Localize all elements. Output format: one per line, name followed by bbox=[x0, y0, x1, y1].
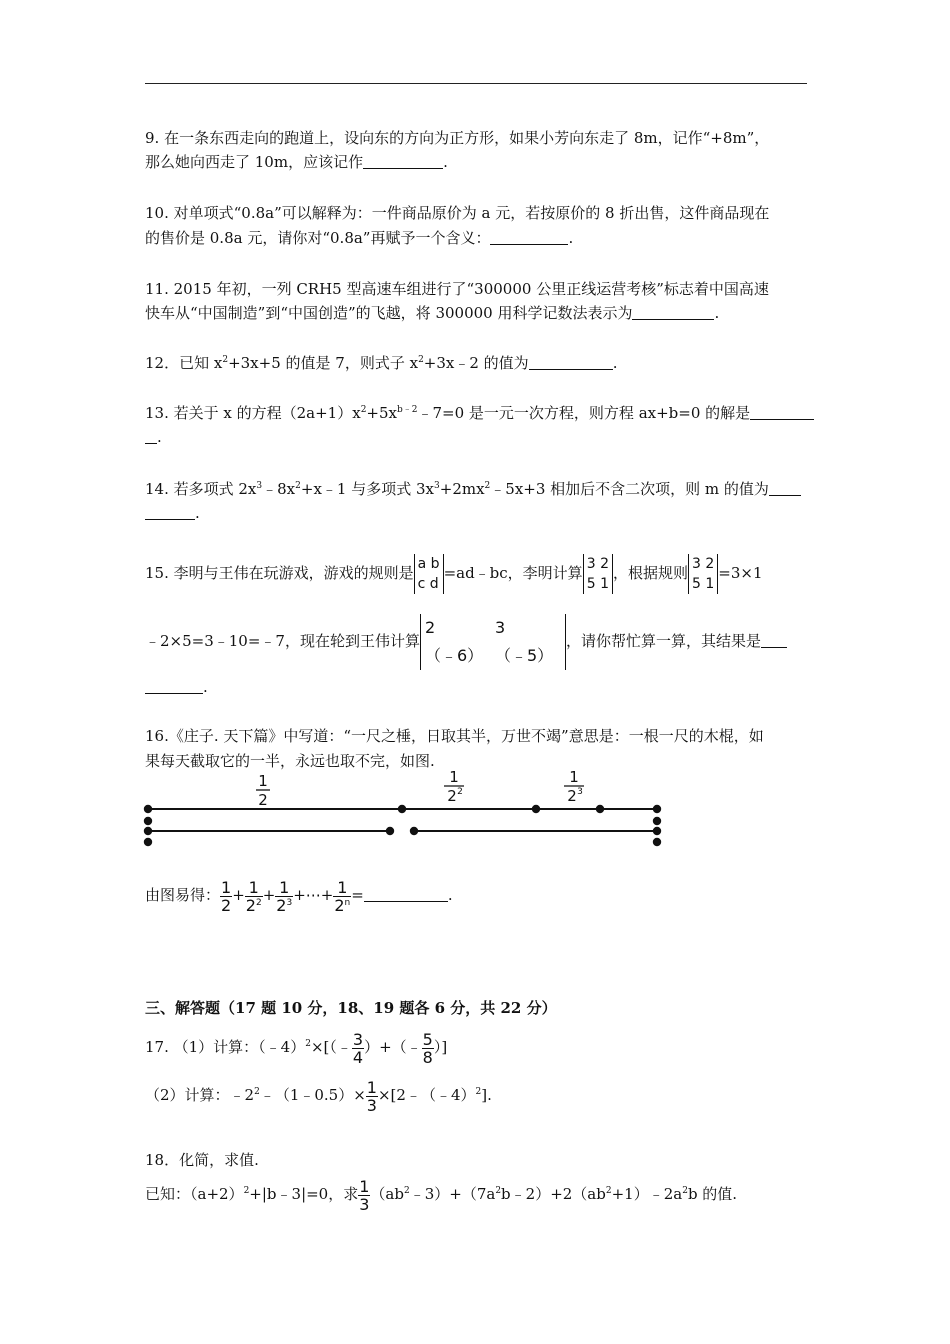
num: 1 bbox=[248, 877, 259, 897]
den-exp: n bbox=[344, 897, 351, 908]
det4-11: 2 bbox=[424, 618, 436, 637]
q13-end: . bbox=[157, 428, 162, 446]
q12-sup-2: 2 bbox=[418, 355, 424, 365]
det3-12: 2 bbox=[705, 556, 715, 572]
det-d: d bbox=[429, 576, 439, 592]
point bbox=[654, 818, 660, 824]
q17-frac-3-4 bbox=[352, 1031, 364, 1066]
plus: + bbox=[232, 886, 245, 904]
point bbox=[654, 806, 660, 812]
point bbox=[654, 828, 660, 834]
q17-p1-b: ×[（﹣ bbox=[310, 1038, 352, 1056]
q18-sup-3: 2 bbox=[495, 1186, 502, 1196]
q17-frac-1-3 bbox=[366, 1079, 378, 1114]
den-exp: 3 bbox=[286, 897, 293, 908]
label-quarter-den: 2 bbox=[447, 787, 457, 805]
q14-text-e: ﹣5x+3 相加后不含二次项，则 m 的值为 bbox=[490, 480, 769, 498]
q10-text: 的售价是 0.8a 元，请你对“0.8a”再赋予一个含义： bbox=[145, 229, 491, 247]
q15-line3 bbox=[145, 677, 208, 697]
den-base: 2 bbox=[221, 895, 232, 915]
q13-sup-1: 2 bbox=[360, 405, 367, 415]
q15-text-e: ﹣2×5=3﹣10=﹣7，现在轮到王伟计算 bbox=[145, 632, 420, 650]
q18-b: +|b﹣3|=0，求 bbox=[249, 1185, 359, 1203]
q17-p1-d: ）] bbox=[433, 1038, 448, 1056]
point bbox=[145, 806, 151, 812]
q12-end: . bbox=[612, 354, 618, 372]
q12-sup-1: 2 bbox=[222, 355, 229, 365]
q15-text-f: ，请你帮忙算一算，其结果是 bbox=[565, 632, 761, 650]
q15-text-c: ，根据规则 bbox=[612, 564, 688, 582]
point bbox=[145, 839, 151, 845]
point bbox=[145, 828, 151, 834]
q16-result-prefix: 由图易得： bbox=[145, 886, 221, 904]
q18-sup-4: 2 bbox=[605, 1186, 612, 1196]
num: 5 bbox=[422, 1029, 433, 1049]
q15-end: . bbox=[203, 678, 208, 696]
q17-p2-a: （2）计算：﹣2 bbox=[145, 1086, 255, 1104]
q14-line2 bbox=[145, 503, 200, 523]
den: 4 bbox=[352, 1047, 364, 1067]
det-b: b bbox=[430, 556, 440, 572]
q18-c: （ab bbox=[370, 1185, 404, 1203]
stick-halving-figure bbox=[140, 765, 670, 855]
num: 1 bbox=[359, 1176, 370, 1196]
q15-text-d: =3×1 bbox=[718, 564, 763, 582]
q10-answer-blank bbox=[490, 229, 568, 245]
q11-answer-blank bbox=[632, 304, 714, 320]
q18-sup-2: 2 bbox=[403, 1186, 410, 1196]
header-rule bbox=[145, 83, 807, 84]
section-3-title: 三、解答题（17 题 10 分，18、19 题各 6 分，共 22 分） bbox=[145, 999, 557, 1017]
q15-line1 bbox=[145, 551, 763, 595]
q16-result-line bbox=[145, 872, 453, 918]
q15-determinant-abcd bbox=[414, 554, 444, 594]
q15-answer-blank-1 bbox=[761, 632, 787, 648]
q18-line1: 18．化简，求值. bbox=[145, 1151, 259, 1169]
q13-text-c: ﹣7=0 是一元一次方程，则方程 ax+b=0 的解是 bbox=[417, 404, 751, 422]
den: 3 bbox=[366, 1095, 377, 1115]
q13-answer-blank-2 bbox=[145, 428, 157, 444]
q18-h: b 的值. bbox=[687, 1185, 738, 1203]
q9-end: . bbox=[443, 153, 448, 171]
label-half-den: 2 bbox=[258, 791, 268, 809]
q14-answer-blank-1 bbox=[769, 480, 801, 496]
q17-p1-c: ）+（﹣ bbox=[364, 1038, 422, 1056]
det-c: c bbox=[417, 576, 426, 592]
q17-p2-sup: 2 bbox=[254, 1087, 260, 1097]
label-eighth-den: 2 bbox=[567, 787, 577, 805]
q18-d: ﹣3）+（7a bbox=[409, 1185, 496, 1203]
q14-text-a: 14. 若多项式 2x bbox=[145, 480, 257, 498]
q15-determinant-3251-repeat bbox=[688, 554, 718, 594]
q18-g: +1）﹣2a bbox=[611, 1185, 683, 1203]
point bbox=[597, 806, 603, 812]
q13-line1 bbox=[145, 403, 814, 423]
q18-a: 已知：（a+2） bbox=[145, 1185, 244, 1203]
q18-e: b﹣2）+2（ab bbox=[501, 1185, 606, 1203]
num: 1 bbox=[366, 1077, 377, 1097]
q9-text: 那么她向西走了 10m，应该记作 bbox=[145, 153, 364, 171]
den bbox=[275, 896, 293, 914]
sum-term-3 bbox=[275, 879, 293, 914]
q15-text-a: 15. 李明与王伟在玩游戏，游戏的规则是 bbox=[145, 564, 414, 582]
q16-end: . bbox=[447, 886, 453, 904]
q13-text-a: 13. 若关于 x 的方程（2a+1）x bbox=[145, 404, 361, 422]
q14-sup-1: 3 bbox=[256, 481, 263, 491]
q17-part1 bbox=[145, 1025, 447, 1069]
det2-12: 2 bbox=[600, 556, 609, 572]
equals: = bbox=[351, 886, 364, 904]
q14-sup-4: 2 bbox=[484, 481, 491, 491]
label-half-num: 1 bbox=[258, 772, 268, 790]
num: 3 bbox=[352, 1029, 364, 1049]
q12-text-b: +3x+5 的值是 7，则式子 x bbox=[228, 354, 419, 372]
q17-p2-sup-2: 2 bbox=[475, 1087, 482, 1097]
q16-line1: 16.《庄子. 天下篇》中写道：“一尺之棰，日取其半，万世不竭”意思是：一根一尺的木棍，如 bbox=[145, 727, 764, 745]
q13-text-b: +5x bbox=[366, 404, 397, 422]
point bbox=[387, 828, 393, 834]
q17-part2 bbox=[145, 1073, 492, 1117]
q13-answer-blank-1 bbox=[750, 404, 814, 420]
sum-term-2 bbox=[245, 879, 263, 914]
det4-22: （﹣5） bbox=[494, 646, 554, 665]
num: 1 bbox=[337, 877, 348, 897]
point bbox=[411, 828, 417, 834]
q11-text: 快车从“中国制造”到“中国创造”的飞越，将 300000 用科学记数法表示为 bbox=[145, 304, 633, 322]
q16-line2: 果每天截取它的一半，永远也取不完，如图. bbox=[145, 752, 435, 770]
det2-21: 5 bbox=[586, 576, 596, 592]
den-base: 2 bbox=[276, 895, 287, 915]
q14-text-d: +2mx bbox=[439, 480, 485, 498]
num: 1 bbox=[221, 877, 232, 897]
q14-text-b: ﹣8x bbox=[262, 480, 296, 498]
den: 3 bbox=[359, 1194, 370, 1214]
q18-line2 bbox=[145, 1172, 737, 1216]
label-quarter-exp: 2 bbox=[457, 787, 463, 797]
det-a: a bbox=[417, 556, 427, 572]
q15-line2 bbox=[145, 614, 787, 670]
label-eighth-num: 1 bbox=[569, 768, 579, 786]
q14-sup-3: 3 bbox=[434, 481, 440, 491]
q12-text-c: +3x﹣2 的值为 bbox=[423, 354, 529, 372]
point bbox=[145, 818, 151, 824]
q14-sup-2: 2 bbox=[295, 481, 301, 491]
q9-line2 bbox=[145, 152, 448, 172]
den-base: 2 bbox=[334, 895, 345, 915]
plus-dots-plus: +⋯+ bbox=[293, 886, 334, 904]
q14-answer-blank-2 bbox=[145, 504, 195, 520]
q15-text-b: =ad﹣bc，李明计算 bbox=[443, 564, 583, 582]
q9-line1: 9. 在一条东西走向的跑道上，设向东的方向为正方形，如果小芳向东走了 8m，记作“+8m”， bbox=[145, 129, 770, 147]
q10-end: . bbox=[568, 229, 574, 247]
q18-frac-1-3 bbox=[358, 1178, 370, 1213]
sum-term-1 bbox=[220, 879, 232, 914]
q10-line1: 10. 对单项式“0.8a”可以解释为：一件商品原价为 a 元，若按原价的 8 折出售，这件商品现在 bbox=[145, 204, 770, 222]
det4-21: （﹣6） bbox=[424, 646, 484, 665]
q14-line1 bbox=[145, 479, 801, 499]
q12-text-a: 12．已知 x bbox=[145, 354, 223, 372]
q11-line1: 11. 2015 年初，一列 CRH5 型高速车组进行了“300000 公里正线运营考核”标志着中国高速 bbox=[145, 280, 769, 298]
q15-answer-blank-2 bbox=[145, 678, 203, 694]
q13-sup-2: b﹣2 bbox=[397, 405, 418, 415]
den bbox=[245, 896, 263, 914]
q16-answer-blank bbox=[364, 886, 448, 902]
det2-22: 1 bbox=[600, 576, 609, 592]
stick-figure-svg bbox=[140, 765, 670, 855]
plus: + bbox=[262, 886, 276, 904]
den-exp: 2 bbox=[255, 897, 262, 908]
sum-term-n bbox=[333, 879, 351, 914]
q17-p1-sup: 2 bbox=[305, 1039, 311, 1049]
q17-p2-d: ]. bbox=[481, 1086, 492, 1104]
det2-11: 3 bbox=[586, 556, 596, 572]
q11-line2 bbox=[145, 303, 719, 323]
den bbox=[220, 896, 232, 914]
q18-sup-5: 2 bbox=[682, 1186, 688, 1196]
q17-p1-a: 17. （1）计算：（﹣4） bbox=[145, 1038, 306, 1056]
q17-p2-b: ﹣（1﹣0.5）× bbox=[259, 1086, 366, 1104]
q17-frac-5-8 bbox=[422, 1031, 434, 1066]
det3-21: 5 bbox=[692, 576, 701, 592]
q18-sup-1: 2 bbox=[243, 1186, 250, 1196]
num: 1 bbox=[279, 877, 290, 897]
point bbox=[654, 839, 660, 845]
q15-determinant-3251 bbox=[583, 554, 613, 594]
den bbox=[333, 896, 351, 914]
q12-answer-blank bbox=[529, 354, 613, 370]
q13-line2 bbox=[145, 427, 162, 447]
den: 8 bbox=[422, 1047, 433, 1067]
det4-12: 3 bbox=[494, 618, 506, 637]
det3-22: 1 bbox=[705, 576, 715, 592]
den-base: 2 bbox=[245, 895, 256, 915]
q11-end: . bbox=[714, 304, 720, 322]
det3-11: 3 bbox=[692, 556, 701, 572]
label-eighth-exp: 3 bbox=[577, 787, 583, 797]
q17-p2-c: ×[2﹣（﹣4） bbox=[377, 1086, 476, 1104]
label-quarter-num: 1 bbox=[449, 768, 459, 786]
point bbox=[533, 806, 539, 812]
q12-line bbox=[145, 353, 617, 373]
point bbox=[399, 806, 405, 812]
q14-end: . bbox=[195, 504, 200, 522]
q9-answer-blank bbox=[363, 153, 443, 169]
q10-line2 bbox=[145, 228, 573, 248]
q14-text-c: +x﹣1 与多项式 3x bbox=[300, 480, 435, 498]
q15-determinant-wangwei bbox=[420, 614, 566, 670]
